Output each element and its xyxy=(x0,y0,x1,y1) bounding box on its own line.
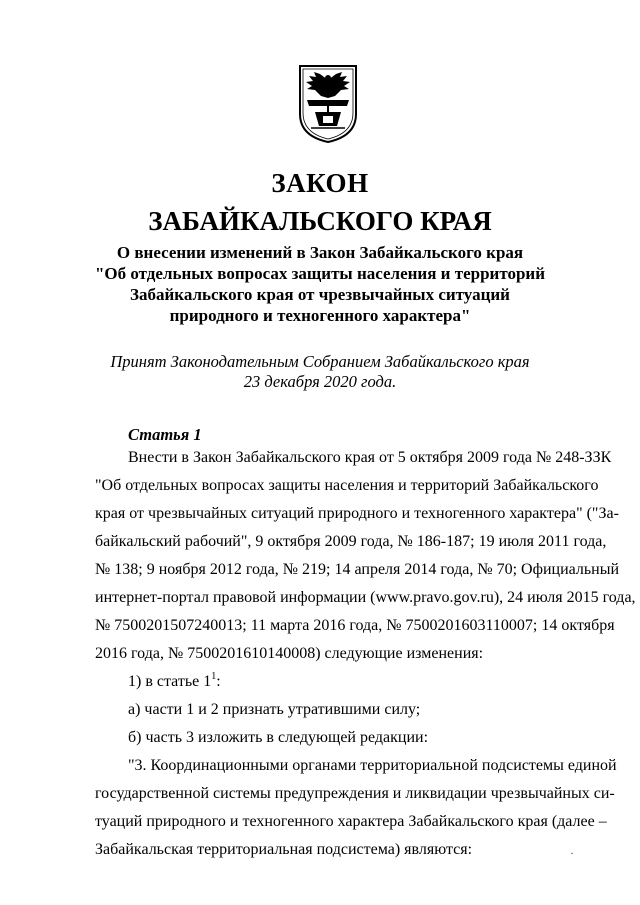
page-mark: · xyxy=(570,846,574,860)
body-line: края от чрезвычайных ситуаций природного и техногенного характера" ("За- xyxy=(95,505,619,522)
body-line: "Об отдельных вопросах защиты населения и территорий Забайкальского xyxy=(95,477,599,494)
body-line: байкальский рабочий", 9 октября 2009 года, № 186-187; 19 июля 2011 года, xyxy=(95,533,607,550)
law-subtitle xyxy=(60,242,580,326)
body-line: интернет-портал правовой информации (www.pravo.gov.ru), 24 июля 2015 года, xyxy=(95,589,636,606)
list-item-a: а) части 1 и 2 признать утратившими силу; xyxy=(128,701,421,718)
coat-of-arms-emblem xyxy=(297,62,359,144)
body-line: № 138; 9 ноября 2012 года, № 219; 14 апреля 2014 года, № 70; Официальный xyxy=(95,561,620,578)
subtitle-line: природного и техногенного характера" xyxy=(169,306,471,325)
list-item-1 xyxy=(128,672,221,692)
list-item-b: б) часть 3 изложить в следующей редакции: xyxy=(128,729,429,746)
adoption-note xyxy=(60,352,580,392)
subtitle-line: "Об отдельных вопросах защиты населения и территорий xyxy=(94,264,545,283)
list-item-colon: : xyxy=(216,673,221,690)
adoption-date: 23 декабря 2020 года. xyxy=(243,372,397,391)
article-heading: Статья 1 xyxy=(128,425,202,444)
document-type-title: ЗАКОН xyxy=(271,168,369,198)
adoption-line: Принят Законодательным Собранием Забайкальского края xyxy=(110,352,530,371)
subtitle-line: Забайкальского края от чрезвычайных ситуаций xyxy=(130,285,510,304)
region-title: ЗАБАЙКАЛЬСКОГО КРАЯ xyxy=(148,206,492,236)
body-line: государственной системы предупреждения и ликвидации чрезвычайных си- xyxy=(95,785,615,802)
superscript: 1 xyxy=(211,671,217,682)
list-item-text: 1) в статье 1 xyxy=(128,673,212,690)
body-line: "3. Координационными органами территориальной подсистемы единой xyxy=(128,757,617,774)
body-line: Внести в Закон Забайкальского края от 5 октября 2009 года № 248-ЗЗК xyxy=(128,449,612,466)
body-line: туаций природного и техногенного характера Забайкальского края (далее – xyxy=(95,813,607,830)
body-line: № 7500201507240013; 11 марта 2016 года, № 7500201603110007; 14 октября xyxy=(95,617,615,634)
subtitle-line: О внесении изменений в Закон Забайкальского края xyxy=(116,243,524,262)
body-line: Забайкальская территориальная подсистема) являются: xyxy=(95,841,473,858)
body-line: 2016 года, № 7500201610140008) следующие изменения: xyxy=(95,645,484,662)
